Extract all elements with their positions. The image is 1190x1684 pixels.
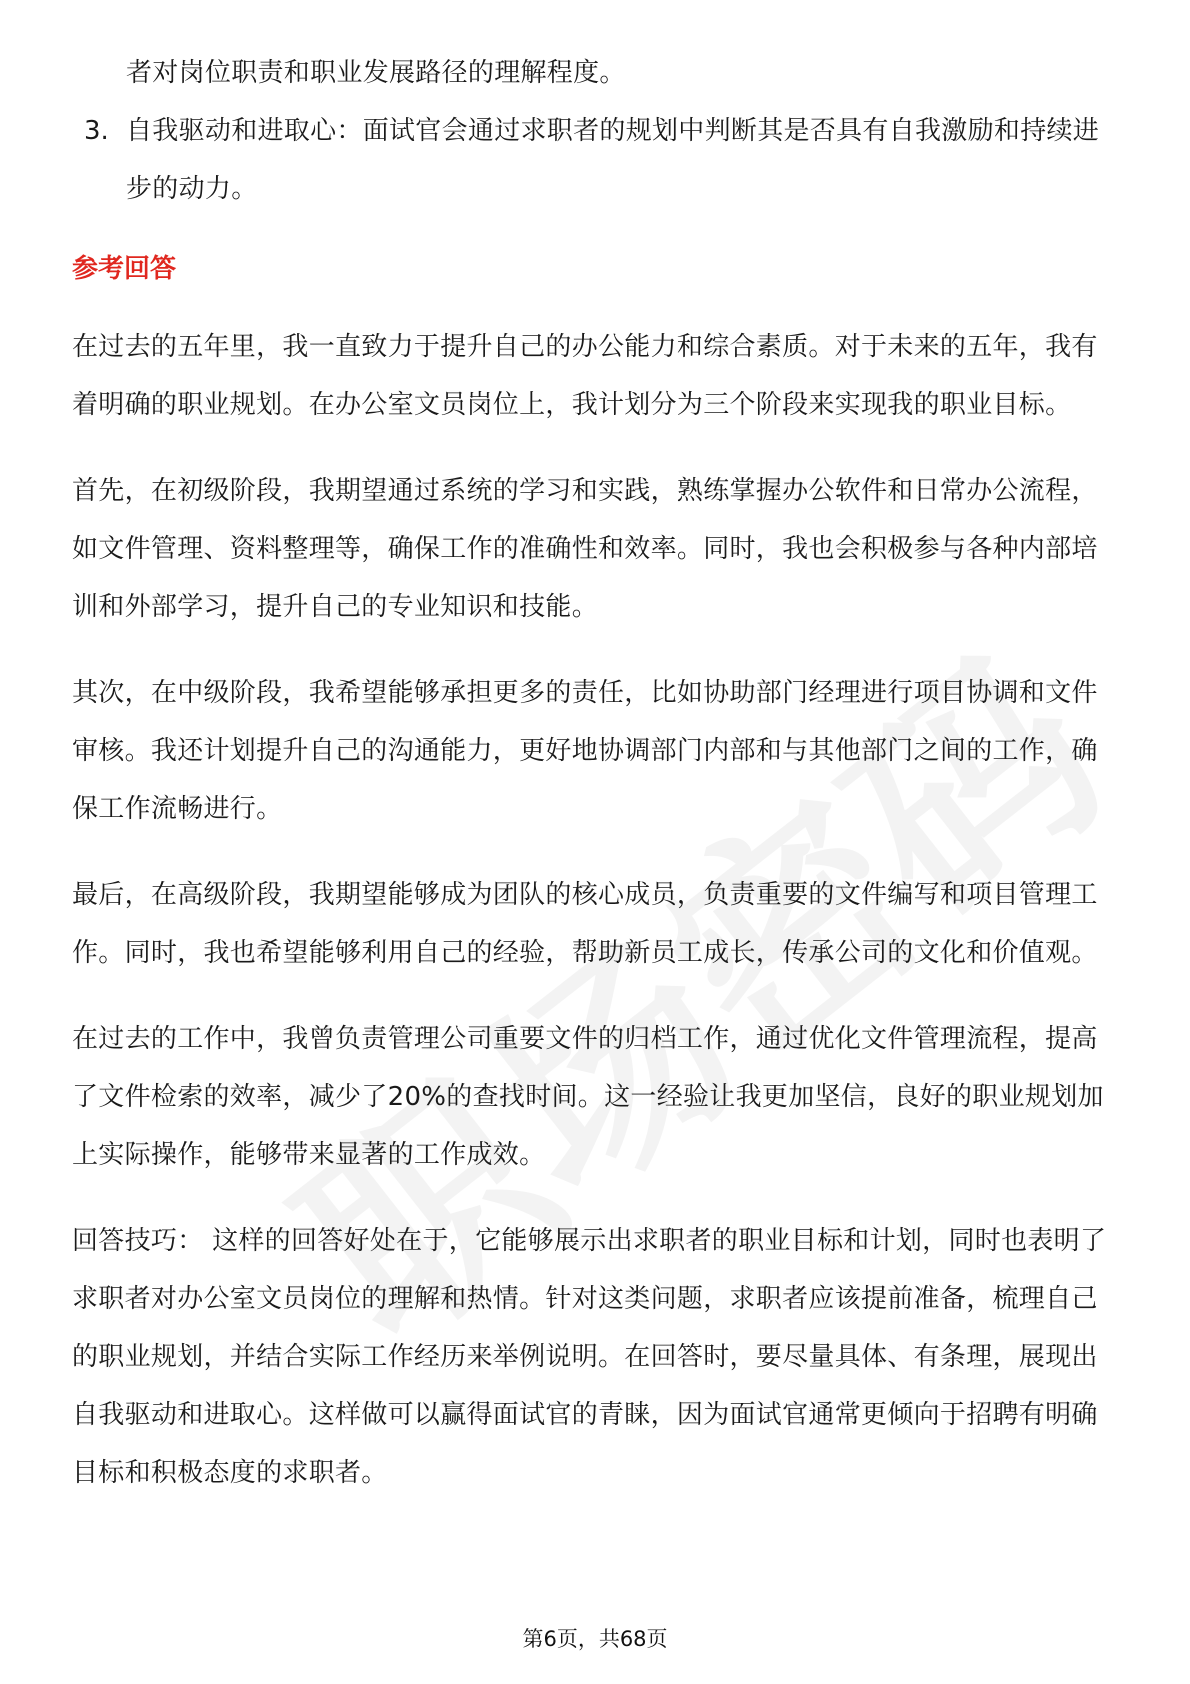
page-number: 第6页，共68页 (522, 1627, 668, 1651)
answer-paragraph: 首先，在初级阶段，我期望通过系统的学习和实践，熟练掌握办公软件和日常办公流程，如文件管理、资料整理等，确保工作的准确性和效率。同时，我也会积极参与各种内部培训和外部学习，提升自己的专业知识和技能。 (72, 476, 1098, 622)
list-item-number: 3. (84, 116, 109, 146)
section-heading: 参考回答 (72, 254, 177, 284)
answer-paragraph: 其次，在中级阶段，我希望能够承担更多的责任，比如协助部门经理进行项目协调和文件审核。我还计划提升自己的沟通能力，更好地协调部门内部和与其他部门之间的工作，确保工作流畅进行。 (72, 678, 1098, 824)
answer-paragraph: 最后，在高级阶段，我期望能够成为团队的核心成员，负责重要的文件编写和项目管理工作。同时，我也希望能够利用自己的经验，帮助新员工成长，传承公司的文化和价值观。 (72, 880, 1098, 968)
list-item-continuation: 者对岗位职责和职业发展路径的理解程度。 (126, 58, 626, 88)
list-item-text: 自我驱动和进取心：面试官会通过求职者的规划中判断其是否具有自我激励和持续进步的动力。 (126, 116, 1100, 204)
page-content (72, 44, 1118, 1530)
answer-paragraph: 在过去的工作中，我曾负责管理公司重要文件的归档工作，通过优化文件管理流程，提高了文件检索的效率，减少了20%的查找时间。这一经验让我更加坚信，良好的职业规划加上实际操作，能够带来显著的工作成效。 (72, 1024, 1104, 1170)
answer-paragraph: 在过去的五年里，我一直致力于提升自己的办公能力和综合素质。对于未来的五年，我有着明确的职业规划。在办公室文员岗位上，我计划分为三个阶段来实现我的职业目标。 (72, 332, 1098, 420)
list-item (72, 102, 1118, 218)
tips-paragraph: 回答技巧： 这样的回答好处在于，它能够展示出求职者的职业目标和计划，同时也表明了求职者对办公室文员岗位的理解和热情。针对这类问题，求职者应该提前准备，梳理自己的职业规划，并结合实际工作经历来举例说明。在回答时，要尽量具体、有条理，展现出自我驱动和进取心。这样做可以赢得面试官的青睐，因为面试官通常更倾向于招聘有明确目标和积极态度的求职者。 (72, 1226, 1107, 1488)
